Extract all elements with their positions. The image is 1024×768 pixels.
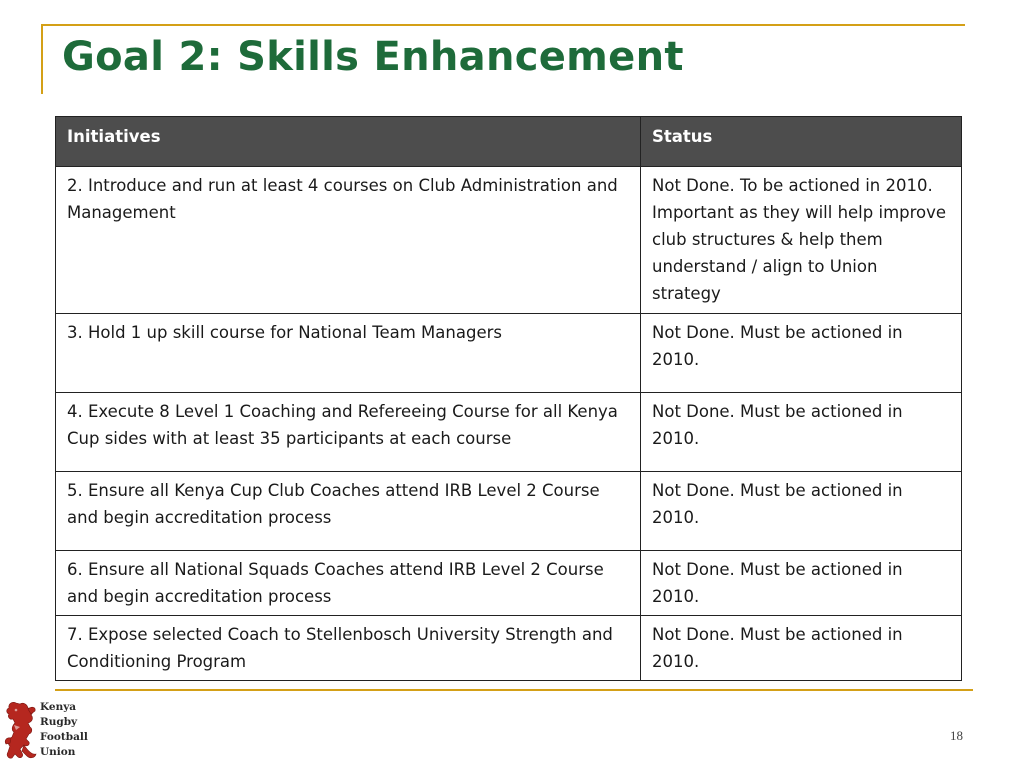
table-row (56, 314, 962, 393)
header-status: Status (641, 117, 962, 167)
page-number: 18 (950, 728, 963, 743)
status-cell: Not Done. Must be actioned in 2010. (641, 616, 962, 681)
initiative-cell: 5. Ensure all Kenya Cup Club Coaches attend IRB Level 2 Course and begin accreditation process (56, 472, 641, 551)
status-cell: Not Done. Must be actioned in 2010. (641, 314, 962, 393)
initiative-cell: 7. Expose selected Coach to Stellenbosch University Strength and Conditioning Program (56, 616, 641, 681)
initiative-cell: 2. Introduce and run at least 4 courses on Club Administration and Management (56, 167, 641, 314)
status-cell: Not Done. Must be actioned in 2010. (641, 472, 962, 551)
table-row (56, 551, 962, 616)
accent-top-line (41, 24, 965, 26)
logo-line: Football (40, 731, 88, 743)
status-cell: Not Done. To be actioned in 2010. Important as they will help improve club structures & help them understand / align to Union strategy (641, 167, 962, 314)
initiative-cell: 6. Ensure all National Squads Coaches attend IRB Level 2 Course and begin accreditation process (56, 551, 641, 616)
status-cell: Not Done. Must be actioned in 2010. (641, 551, 962, 616)
logo-wordmark (40, 700, 88, 760)
accent-bottom-line (55, 689, 973, 691)
logo-line: Kenya (40, 701, 77, 713)
initiatives-table (55, 116, 962, 681)
table-row (56, 616, 962, 681)
initiative-cell: 4. Execute 8 Level 1 Coaching and Refereeing Course for all Kenya Cup sides with at least 35 participants at each course (56, 393, 641, 472)
logo-line: Rugby (40, 716, 78, 728)
header-initiatives: Initiatives (56, 117, 641, 167)
status-cell: Not Done. Must be actioned in 2010. (641, 393, 962, 472)
initiative-cell: 3. Hold 1 up skill course for National Team Managers (56, 314, 641, 393)
table-row (56, 472, 962, 551)
logo-line: Union (40, 746, 76, 758)
table-row (56, 393, 962, 472)
slide-title: Goal 2: Skills Enhancement (62, 34, 684, 80)
table-header-row (56, 117, 962, 167)
accent-vertical-line (41, 24, 43, 94)
table-row (56, 167, 962, 314)
